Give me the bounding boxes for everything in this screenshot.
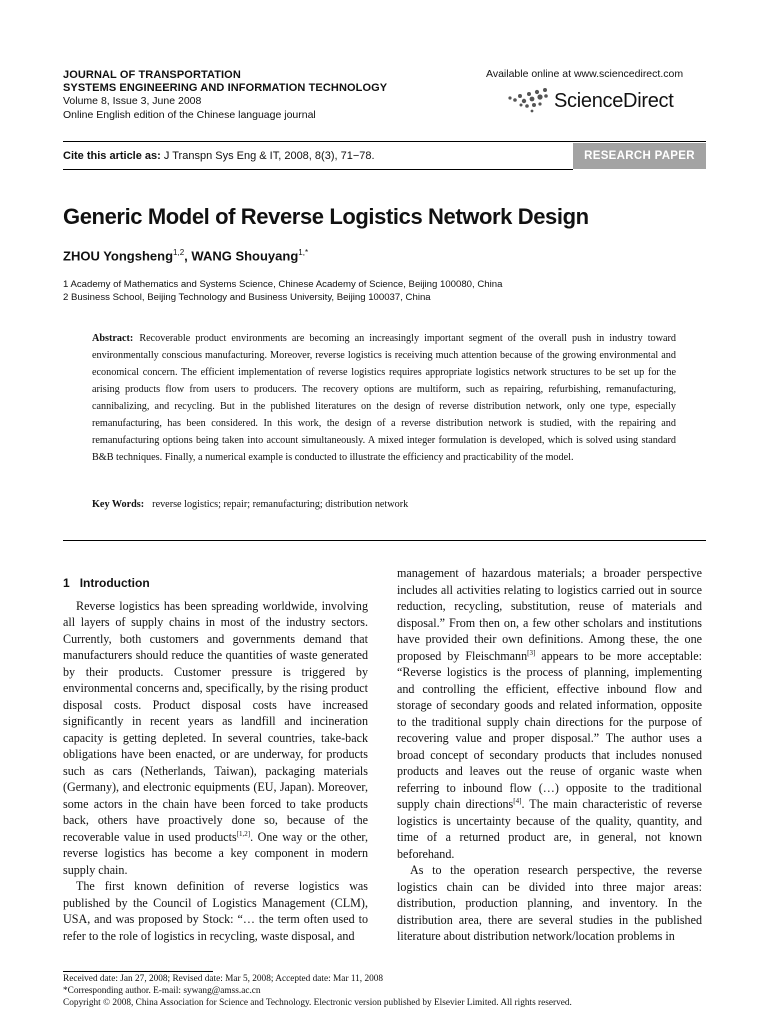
citation-rule <box>63 169 573 170</box>
body-column-right <box>397 565 702 945</box>
copyright: Copyright © 2008, China Association for Science and Technology. Electronic version published by Elsevier Limited. All rights reserved. <box>63 997 572 1008</box>
journal-name-line2: SYSTEMS ENGINEERING AND INFORMATION TECHNOLOGY <box>63 81 388 94</box>
author-2: WANG Shouyang <box>191 248 299 264</box>
affiliation-2: 2 Business School, Beijing Technology and Business University, Beijing 100037, China <box>63 292 431 303</box>
available-online-text: Available online at www.sciencedirect.com <box>486 68 684 80</box>
author-1-affil: 1,2 <box>173 248 185 257</box>
section-heading-introduction <box>63 575 368 592</box>
paper-title: Generic Model of Reverse Logistics Network Design <box>63 204 589 229</box>
abstract-rule <box>63 540 706 541</box>
received-dates: Received date: Jan 27, 2008; Revised date: Mar 5, 2008; Accepted date: Mar 11, 2008 <box>63 974 384 984</box>
publisher-block <box>486 68 716 112</box>
paragraph: The first known definition of reverse logistics was published by the Council of Logistics Management (CLM), USA, and was proposed by Stock: “… the term often used to refer to the role of logistics in recycling, waste disposal, and <box>63 879 368 943</box>
citation-ref: [4] <box>513 796 522 805</box>
sciencedirect-dots-icon <box>504 86 554 116</box>
journal-volume: Volume 8, Issue 3, June 2008 <box>63 95 202 107</box>
journal-header <box>63 69 443 122</box>
affiliation-1: 1 Academy of Mathematics and Systems Science, Chinese Academy of Science, Beijing 100080, China <box>63 279 503 290</box>
cite-label: Cite this article as: <box>63 150 161 162</box>
paragraph <box>397 565 702 862</box>
footnote-rule <box>63 971 213 972</box>
corresponding-author: *Corresponding author. E-mail: sywang@amss.ac.cn <box>63 985 261 996</box>
paragraph <box>63 598 368 879</box>
citation-ref: [3] <box>527 648 536 657</box>
header-rule <box>63 141 706 142</box>
author-list <box>63 248 308 263</box>
sciencedirect-brand: ScienceDirect <box>554 90 674 112</box>
section-number: 1 <box>63 576 70 590</box>
citation-line <box>63 150 375 162</box>
author-1: ZHOU Yongsheng <box>63 248 174 264</box>
paragraph-text: Reverse logistics has been spreading worldwide, involving all layers of supply chains in most of the industry sectors. Currently, both customers and governments demand that manufacturers should reduce the quantities of waste generated by their products. Customer pressure is triggered by environmental concerns and, specifically, by the rising product disposal costs. Product disposal costs have increased significantly in recent years as landfill and incineration capacity is getting depleted. In several countries, take-back obligations have been enacted, or are underway, for products such as cars (Netherlands, Taiwan), packaging materials (Germany), and electronic equipments (EU, Japan). Moreover, some actors in the chain have been forced to take products back, others have proactively done so, because of the recoverable value in used products <box>63 598 368 844</box>
abstract-label: Abstract: <box>92 333 134 344</box>
footnotes <box>63 974 723 1009</box>
research-paper-badge: RESEARCH PAPER <box>573 143 706 169</box>
affiliations <box>63 278 502 304</box>
keywords-text: reverse logistics; repair; remanufacturing; distribution network <box>152 499 409 510</box>
paragraph-text: management of hazardous materials; a broader perspective includes all activities relating to logistics carried out in source reduction, recycling, substitution, reuse of materials and disposal.” From then on, a few other scholars and institutions have provided their own definitions. Among these, the one proposed by Fleischmann <box>397 566 702 663</box>
journal-edition: Online English edition of the Chinese language journal <box>63 109 316 121</box>
body-column-left <box>63 565 368 944</box>
paragraph: As to the operation research perspective, the reverse logistics chain can be divided into three major areas: distribution, production planning, and inventory. In the distribution area, there are several studies in the published literature about distribution network/location problems in <box>397 863 702 943</box>
author-separator: , <box>184 248 192 264</box>
journal-name-line1: JOURNAL OF TRANSPORTATION <box>63 69 241 81</box>
sciencedirect-logo <box>504 86 714 116</box>
keywords <box>92 499 408 510</box>
paragraph-text: appears to be more acceptable: “Reverse logistics is the process of planning, implementing and controlling the efficient, effective inbound flow and storage of secondary goods and related information, opposite to the traditional supply chain directions for the purpose of recovering value and proper disposal.” The author uses a broad concept of secondary products that includes nonused products and leaves out the reuse of organic waste when referring to inbound flow (…) opposite to the traditional supply chain directions <box>397 648 702 811</box>
keywords-label: Key Words: <box>92 499 145 510</box>
author-2-affil: 1,* <box>298 248 309 257</box>
paragraph-text: . The main characteristic of reverse logistics is uncertainty because of the quality, quantity, and time of a returned product are, in general, not known beforehand. <box>397 797 702 861</box>
paragraph-text: . One way or the other, reverse logistics has become a key component in modern supply chain. <box>63 829 368 877</box>
section-title: Introduction <box>79 576 150 590</box>
citation-ref: [1,2] <box>236 829 251 838</box>
abstract <box>92 330 676 466</box>
abstract-text: Recoverable product environments are becoming an increasingly important segment of the overall push in industry toward environmentally conscious manufacturing. Moreover, reverse logistics is receiving much attention because of the growing environmental and economical concern. The efficient implementation of reverse logistics requires appropriate logistics network structures to be set up for the arising products flow from users to producers. The recovery options are multiform, such as repairing, refurbishing, remanufacturing, cannibalizing, and recycling. But in the published literatures on the design of reverse distribution network, only one type, especially remanufacturing, has been considered. In this work, the design of a reverse distribution network is studied, with the repairing and remanufacturing options being taken into account simultaneously. A mixed integer formulation is developed, which is solved using standard B&B techniques. Finally, a numerical example is conducted to illustrate the efficiency and practicability of the model. <box>92 333 676 463</box>
cite-reference: J Transpn Sys Eng & IT, 2008, 8(3), 71−78. <box>163 150 375 162</box>
